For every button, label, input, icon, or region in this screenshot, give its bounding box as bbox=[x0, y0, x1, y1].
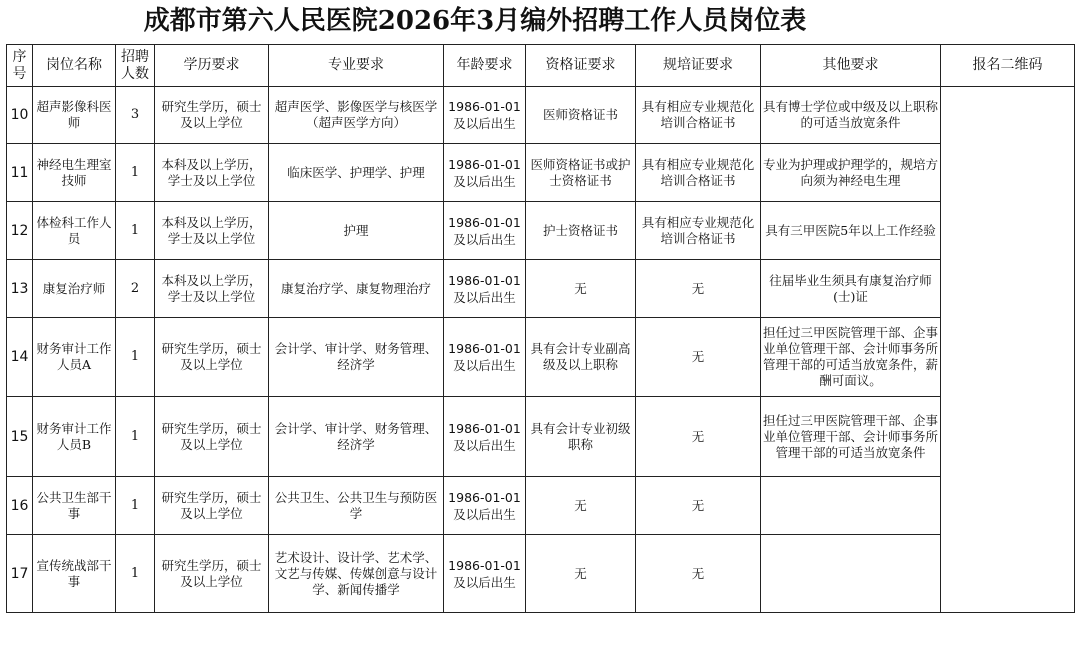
header-position: 岗位名称 bbox=[33, 45, 116, 87]
header-seq: 序号 bbox=[7, 45, 33, 87]
cell-position: 宣传统战部干事 bbox=[33, 535, 116, 613]
cell-seq: 17 bbox=[7, 535, 33, 613]
cell-qualification: 无 bbox=[526, 260, 636, 318]
cell-count: 2 bbox=[116, 260, 155, 318]
cell-training: 无 bbox=[636, 260, 761, 318]
cell-education: 研究生学历，硕士及以上学位 bbox=[155, 535, 269, 613]
table-row bbox=[7, 202, 1075, 260]
cell-position: 神经电生理室技师 bbox=[33, 144, 116, 202]
cell-training: 具有相应专业规范化培训合格证书 bbox=[636, 144, 761, 202]
cell-education: 研究生学历，硕士及以上学位 bbox=[155, 397, 269, 477]
cell-age: 1986-01-01及以后出生 bbox=[444, 260, 526, 318]
table-row bbox=[7, 260, 1075, 318]
cell-training: 无 bbox=[636, 477, 761, 535]
qrcode-cell bbox=[941, 87, 1075, 613]
cell-other: 具有三甲医院5年以上工作经验 bbox=[761, 202, 941, 260]
table-row bbox=[7, 144, 1075, 202]
table-row bbox=[7, 397, 1075, 477]
cell-count: 3 bbox=[116, 87, 155, 144]
cell-training: 具有相应专业规范化培训合格证书 bbox=[636, 87, 761, 144]
cell-count: 1 bbox=[116, 397, 155, 477]
table-row bbox=[7, 318, 1075, 397]
cell-major: 临床医学、护理学、护理 bbox=[269, 144, 444, 202]
cell-seq: 10 bbox=[7, 87, 33, 144]
header-major: 专业要求 bbox=[269, 45, 444, 87]
cell-education: 本科及以上学历，学士及以上学位 bbox=[155, 202, 269, 260]
cell-qualification: 医师资格证书 bbox=[526, 87, 636, 144]
cell-age: 1986-01-01及以后出生 bbox=[444, 144, 526, 202]
cell-position: 财务审计工作人员A bbox=[33, 318, 116, 397]
cell-major: 公共卫生、公共卫生与预防医学 bbox=[269, 477, 444, 535]
cell-other: 具有博士学位或中级及以上职称的可适当放宽条件 bbox=[761, 87, 941, 144]
cell-education: 研究生学历，硕士及以上学位 bbox=[155, 87, 269, 144]
cell-seq: 16 bbox=[7, 477, 33, 535]
cell-other: 专业为护理或护理学的，规培方向须为神经电生理 bbox=[761, 144, 941, 202]
cell-age: 1986-01-01及以后出生 bbox=[444, 318, 526, 397]
cell-qualification: 护士资格证书 bbox=[526, 202, 636, 260]
cell-training: 无 bbox=[636, 318, 761, 397]
header-training: 规培证要求 bbox=[636, 45, 761, 87]
cell-position: 体检科工作人员 bbox=[33, 202, 116, 260]
cell-education: 研究生学历，硕士及以上学位 bbox=[155, 477, 269, 535]
cell-age: 1986-01-01及以后出生 bbox=[444, 535, 526, 613]
cell-seq: 14 bbox=[7, 318, 33, 397]
recruitment-table bbox=[6, 44, 1075, 613]
header-age: 年龄要求 bbox=[444, 45, 526, 87]
cell-major: 护理 bbox=[269, 202, 444, 260]
cell-other: 担任过三甲医院管理干部、企事业单位管理干部、会计师事务所管理干部的可适当放宽条件 bbox=[761, 397, 941, 477]
cell-training: 具有相应专业规范化培训合格证书 bbox=[636, 202, 761, 260]
page-title: 成都市第六人民医院2026年3月编外招聘工作人员岗位表 bbox=[143, 6, 807, 36]
cell-age: 1986-01-01及以后出生 bbox=[444, 477, 526, 535]
cell-position: 超声影像科医师 bbox=[33, 87, 116, 144]
cell-other: 往届毕业生须具有康复治疗师(士)证 bbox=[761, 260, 941, 318]
cell-training: 无 bbox=[636, 397, 761, 477]
header-other: 其他要求 bbox=[761, 45, 941, 87]
cell-position: 康复治疗师 bbox=[33, 260, 116, 318]
table-row bbox=[7, 535, 1075, 613]
cell-training: 无 bbox=[636, 535, 761, 613]
cell-age: 1986-01-01及以后出生 bbox=[444, 202, 526, 260]
cell-other bbox=[761, 535, 941, 613]
cell-qualification: 无 bbox=[526, 535, 636, 613]
cell-seq: 15 bbox=[7, 397, 33, 477]
cell-major: 会计学、审计学、财务管理、经济学 bbox=[269, 318, 444, 397]
cell-major: 康复治疗学、康复物理治疗 bbox=[269, 260, 444, 318]
cell-qualification: 具有会计专业副高级及以上职称 bbox=[526, 318, 636, 397]
cell-education: 本科及以上学历，学士及以上学位 bbox=[155, 260, 269, 318]
cell-position: 财务审计工作人员B bbox=[33, 397, 116, 477]
cell-other: 担任过三甲医院管理干部、企事业单位管理干部、会计师事务所管理干部的可适当放宽条件，薪酬可面议。 bbox=[761, 318, 941, 397]
cell-major: 会计学、审计学、财务管理、经济学 bbox=[269, 397, 444, 477]
cell-count: 1 bbox=[116, 535, 155, 613]
header-qrcode: 报名二维码 bbox=[941, 45, 1075, 87]
header-qualification: 资格证要求 bbox=[526, 45, 636, 87]
cell-age: 1986-01-01及以后出生 bbox=[444, 87, 526, 144]
cell-education: 研究生学历，硕士及以上学位 bbox=[155, 318, 269, 397]
cell-education: 本科及以上学历，学士及以上学位 bbox=[155, 144, 269, 202]
cell-count: 1 bbox=[116, 144, 155, 202]
cell-seq: 12 bbox=[7, 202, 33, 260]
cell-age: 1986-01-01及以后出生 bbox=[444, 397, 526, 477]
cell-seq: 11 bbox=[7, 144, 33, 202]
cell-qualification: 具有会计专业初级职称 bbox=[526, 397, 636, 477]
cell-qualification: 医师资格证书或护士资格证书 bbox=[526, 144, 636, 202]
table-row bbox=[7, 477, 1075, 535]
cell-major: 超声医学、影像医学与核医学（超声医学方向） bbox=[269, 87, 444, 144]
header-education: 学历要求 bbox=[155, 45, 269, 87]
cell-count: 1 bbox=[116, 202, 155, 260]
cell-other bbox=[761, 477, 941, 535]
cell-major: 艺术设计、设计学、艺术学、文艺与传媒、传媒创意与设计学、新闻传播学 bbox=[269, 535, 444, 613]
table-header-row bbox=[7, 45, 1075, 87]
cell-count: 1 bbox=[116, 477, 155, 535]
cell-seq: 13 bbox=[7, 260, 33, 318]
header-count: 招聘人数 bbox=[116, 45, 155, 87]
table-row bbox=[7, 87, 1075, 144]
cell-count: 1 bbox=[116, 318, 155, 397]
cell-position: 公共卫生部干事 bbox=[33, 477, 116, 535]
cell-qualification: 无 bbox=[526, 477, 636, 535]
